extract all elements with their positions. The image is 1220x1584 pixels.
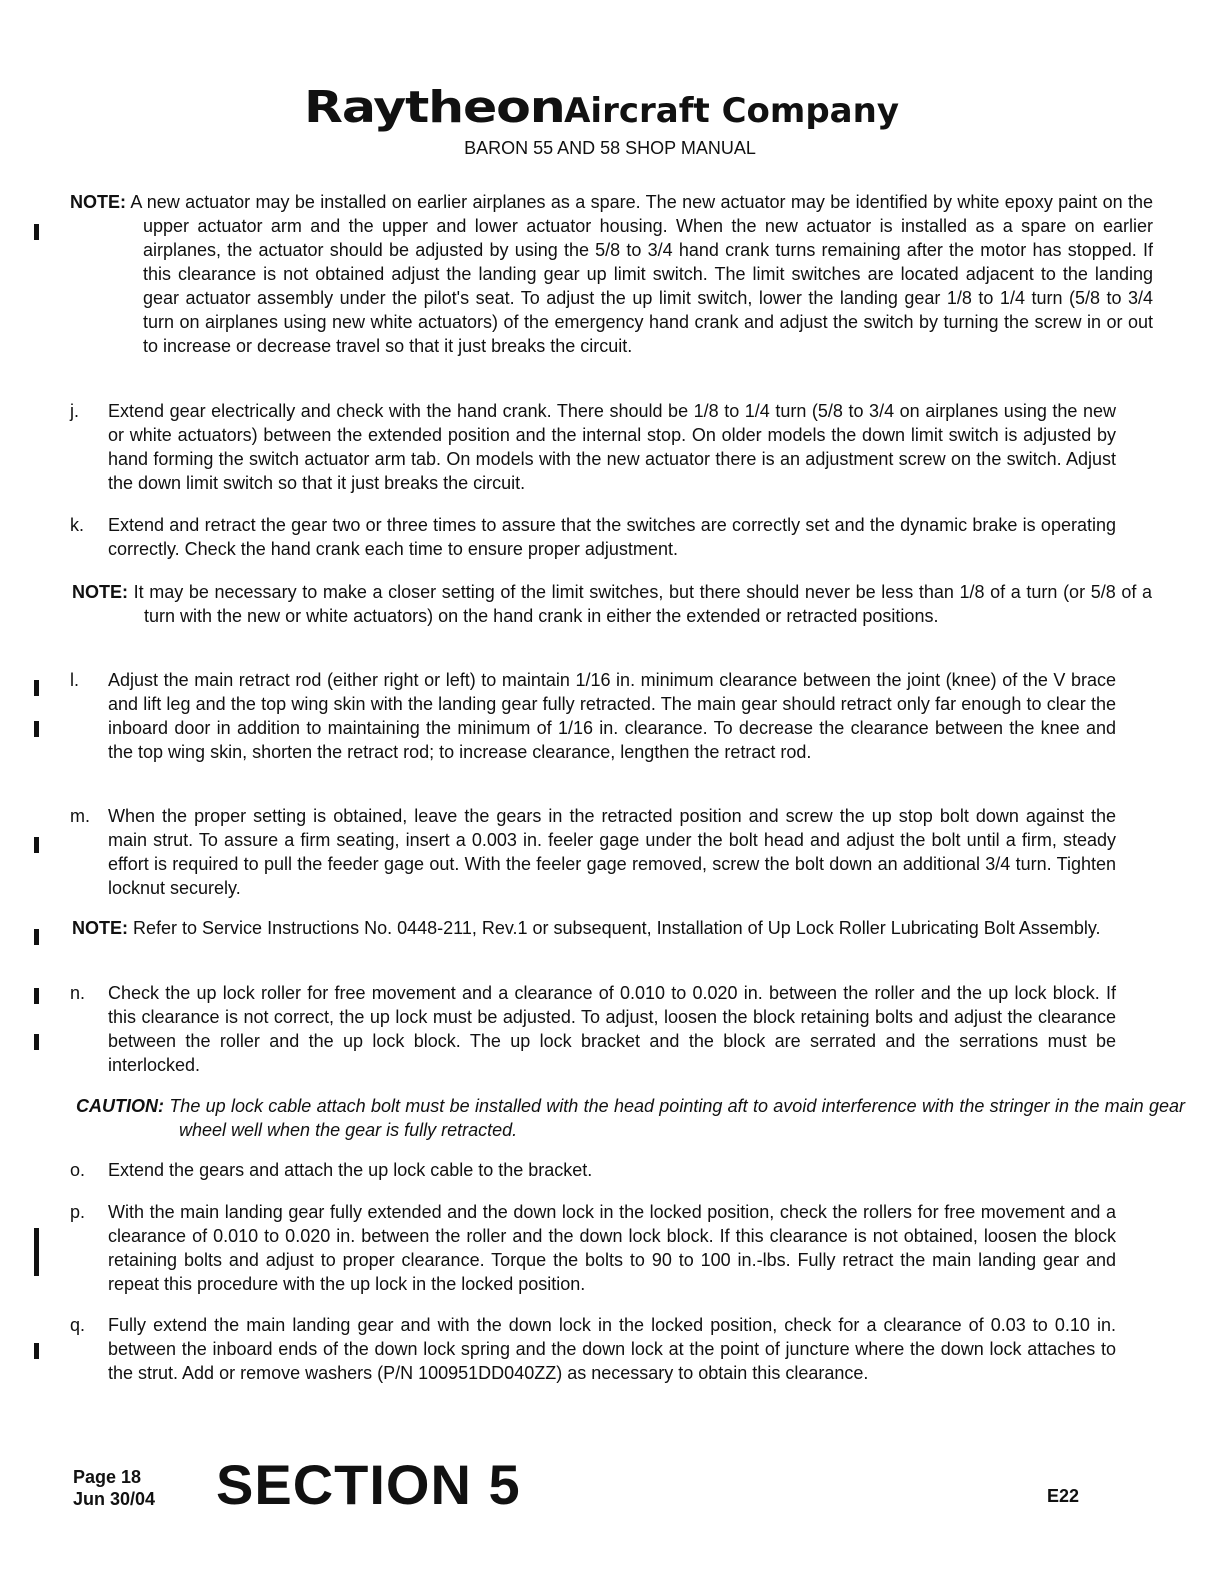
step-text: Extend the gears and attach the up lock cable to the bracket. — [108, 1160, 593, 1180]
step-letter: n. — [70, 983, 86, 1003]
step-text: With the main landing gear fully extended and the down lock in the locked position, check the rollers for free movement and a clearance of 0.010 to 0.020 in. between the roller and the down lock block. If this clearance is not obtained, loosen the block retaining bolts and adjust to proper clearance. Torque the bolts to 90 to 100 in.-lbs. Fully retract the main landing gear and repeat this procedure with the up lock in the locked position. — [108, 1202, 1116, 1294]
step-letter: k. — [70, 515, 85, 535]
company-logo: Raytheon — [304, 82, 565, 133]
step-letter: l. — [70, 670, 79, 690]
section-title: SECTION 5 — [216, 1453, 521, 1516]
note-label: NOTE: — [72, 582, 128, 602]
caution-text: The up lock cable attach bolt must be installed with the head pointing aft to avoid interference with the stringer in the main gear wheel well when the gear is fully retracted. — [169, 1096, 1185, 1140]
step-text: Adjust the main retract rod (either right or left) to maintain 1/16 in. minimum clearance between the joint (knee) of the V brace and lift leg and the top wing skin with the landing gear fully retracted. The main gear should retract only far enough to clear the inboard door in addition to maintaining the minimum of 1/16 in. clearance. To decrease the clearance between the knee and the top wing skin, shorten the retract rod; to increase clearance, lengthen the retract rod. — [108, 670, 1116, 762]
revision-bar — [34, 837, 39, 853]
revision-date: Jun 30/04 — [73, 1489, 156, 1509]
step-letter: m. — [70, 806, 90, 826]
revision-bar — [34, 224, 39, 240]
step-m — [70, 804, 1116, 900]
page-footer-info — [73, 1466, 155, 1510]
revision-bar — [34, 988, 39, 1004]
revision-bar — [34, 1343, 39, 1359]
step-n — [70, 981, 1116, 1077]
step-letter: q. — [70, 1315, 86, 1335]
note-service-instructions — [72, 916, 1152, 940]
step-letter: j. — [70, 401, 79, 421]
step-j — [70, 399, 1116, 495]
step-text: Check the up lock roller for free movement and a clearance of 0.010 to 0.020 in. between the roller and the up lock block. If this clearance is not correct, the up lock must be adjusted. To adjust, loosen the block retaining bolts and adjust the clearance between the roller and the up lock block. The up lock bracket and the block are serrated and the serrations must be interlocked. — [108, 983, 1116, 1075]
step-text: Extend gear electrically and check with the hand crank. There should be 1/8 to 1/4 turn (5/8 to 3/4 on airplanes using the new or white actuators) between the extended position and the internal stop. On older models the down limit switch is adjusted by hand forming the switch actuator arm tab. On models with the new actuator there is an adjustment screw on the switch. Adjust the down limit switch so that it just breaks the circuit. — [108, 401, 1116, 493]
step-text: Extend and retract the gear two or three times to assure that the switches are correctly set and the dynamic brake is operating correctly. Check the hand crank each time to ensure proper adjustment. — [108, 515, 1116, 559]
step-letter: p. — [70, 1202, 86, 1222]
note-actuator-spare — [70, 190, 1153, 358]
step-k — [70, 513, 1116, 561]
step-l — [70, 668, 1116, 764]
step-p — [70, 1200, 1116, 1296]
note-text: Refer to Service Instructions No. 0448-211, Rev.1 or subsequent, Installation of Up Lock Roller Lubricating Bolt Assembly. — [133, 918, 1101, 938]
note-text: It may be necessary to make a closer setting of the limit switches, but there should never be less than 1/8 of a turn (or 5/8 of a turn with the new or white actuators) on the hand crank in either the extended or retracted positions. — [133, 582, 1152, 626]
step-letter: o. — [70, 1160, 86, 1180]
company-name: Aircraft Company — [564, 91, 899, 131]
page-number: Page 18 — [73, 1467, 142, 1487]
caution-label: CAUTION: — [76, 1096, 164, 1116]
caution-up-lock-bolt — [76, 1094, 1185, 1142]
note-text: A new actuator may be installed on earlier airplanes as a spare. The new actuator may be identified by white epoxy paint on the upper actuator arm and the upper and lower actuator housing. When the new actuator is installed as a spare on earlier airplanes, the actuator should be adjusted by using the 5/8 to 3/4 hand crank turns remaining after the motor has stopped. If this clearance is not obtained adjust the landing gear up limit switch. The limit switches are located adjacent to the landing gear actuator assembly under the pilot's seat. To adjust the up limit switch, lower the landing gear 1/8 to 1/4 turn (5/8 to 3/4 turn on airplanes using new white actuators) of the emergency hand crank and adjust the switch by turning the screw in or out to increase or decrease travel so that it just breaks the circuit. — [130, 192, 1153, 356]
revision-bar — [34, 721, 39, 737]
step-q — [70, 1313, 1116, 1385]
revision-bar — [34, 1228, 39, 1276]
note-label: NOTE: — [70, 192, 126, 212]
document-header — [0, 82, 1220, 133]
step-text: When the proper setting is obtained, leave the gears in the retracted position and screw the up stop bolt down against the main strut. To assure a firm seating, insert a 0.003 in. feeler gage under the bolt head and adjust the bolt until a firm, steady effort is required to pull the feeder gage out. With the feeler gage removed, screw the bolt down an additional 3/4 turn. Tighten locknut securely. — [108, 806, 1116, 898]
note-limit-switch — [72, 580, 1152, 628]
step-text: Fully extend the main landing gear and with the down lock in the locked position, check for a clearance of 0.03 to 0.10 in. between the inboard ends of the down lock spring and the down lock at the point of juncture where the down lock attaches to the strut. Add or remove washers (P/N 100951DD040ZZ) as necessary to obtain this clearance. — [108, 1315, 1116, 1383]
revision-bar — [34, 1034, 39, 1050]
effectivity-code: E22 — [1047, 1486, 1080, 1506]
revision-bar — [34, 680, 39, 696]
revision-bar — [34, 929, 39, 945]
step-o — [70, 1158, 1116, 1182]
note-label: NOTE: — [72, 918, 128, 938]
manual-title: BARON 55 AND 58 SHOP MANUAL — [464, 138, 756, 158]
